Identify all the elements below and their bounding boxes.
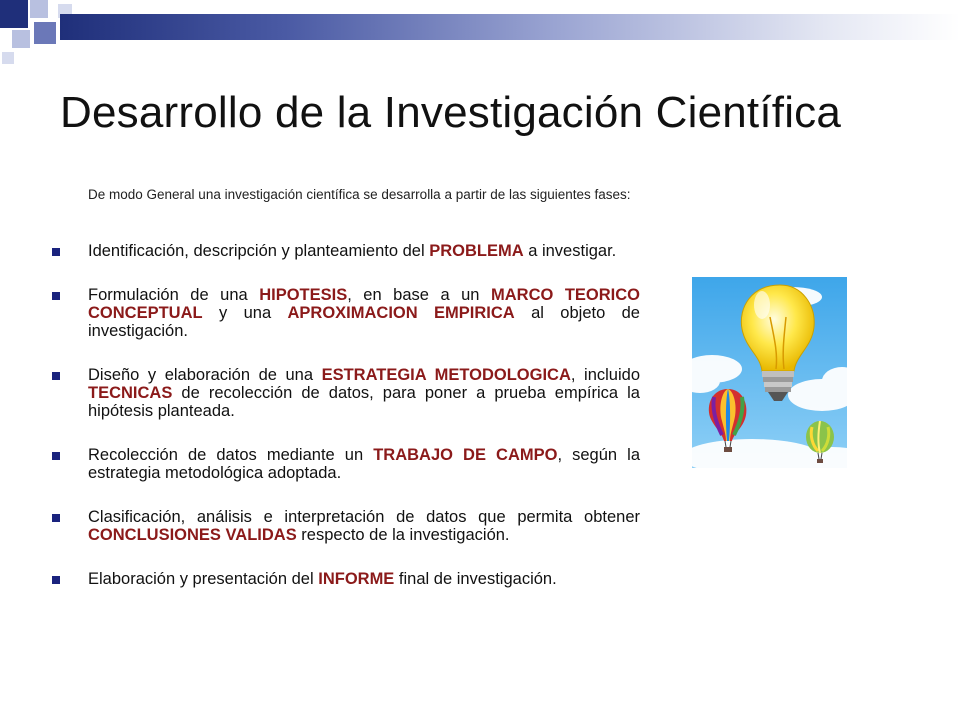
slide-title: Desarrollo de la Investigación Científica — [60, 88, 842, 137]
bullet-square-icon — [52, 292, 60, 300]
decorative-gradient-bar — [60, 14, 960, 40]
list-item-text — [88, 286, 640, 340]
lightbulb-illustration — [692, 277, 847, 468]
list-item — [50, 570, 640, 588]
text-run: de recolección de datos, para poner a prueba empírica la hipótesis planteada. — [88, 384, 640, 420]
text-run: , incluido — [570, 366, 640, 384]
text-run: Elaboración y presentación del — [88, 570, 319, 588]
bullet-square-icon — [52, 372, 60, 380]
keyword-highlight: PROBLEMA — [429, 242, 524, 260]
text-run: Identificación, descripción y planteamiento del — [88, 242, 430, 260]
keyword-highlight: TRABAJO DE CAMPO — [373, 446, 558, 464]
list-item-text — [88, 570, 640, 588]
intro-paragraph: De modo General una investigación científica se desarrolla a partir de las siguientes fases: — [88, 187, 631, 202]
bullet-square-icon — [52, 514, 60, 522]
keyword-highlight: HIPOTESIS — [259, 286, 348, 304]
keyword-highlight: MARCO TEORICO CONCEPTUAL — [88, 286, 640, 322]
text-run: Diseño y elaboración de una — [88, 366, 322, 384]
list-item — [50, 446, 640, 482]
list-item — [50, 286, 640, 340]
text-run: al objeto de investigación. — [88, 304, 640, 340]
text-run: , en base a un — [347, 286, 491, 304]
decorative-square — [2, 52, 14, 64]
text-run: Formulación de una — [88, 286, 260, 304]
text-run: , según la estrategia metodológica adoptada. — [88, 446, 641, 482]
bullet-square-icon — [52, 248, 60, 256]
list-item — [50, 508, 640, 544]
text-run: respecto de la investigación. — [296, 526, 510, 544]
list-item — [50, 366, 640, 420]
list-item-text — [88, 366, 640, 420]
decorative-square — [12, 30, 30, 48]
decorative-square — [0, 0, 28, 28]
decorative-square — [34, 22, 56, 44]
text-run: Recolección de datos mediante un — [88, 446, 374, 464]
text-run: final de investigación. — [394, 570, 557, 588]
keyword-highlight: TECNICAS — [88, 384, 173, 402]
list-item — [50, 242, 640, 260]
keyword-highlight: CONCLUSIONES VALIDAS — [88, 526, 297, 544]
keyword-highlight: ESTRATEGIA METODOLOGICA — [321, 366, 571, 384]
text-run: a investigar. — [523, 242, 617, 260]
bullet-square-icon — [52, 576, 60, 584]
text-run: y una — [202, 304, 288, 322]
phases-list — [50, 242, 640, 588]
keyword-highlight: APROXIMACION EMPIRICA — [287, 304, 515, 322]
list-item-text — [88, 508, 640, 544]
decorative-square — [30, 0, 48, 18]
bullet-square-icon — [52, 452, 60, 460]
list-item-text — [88, 242, 640, 260]
list-item-text — [88, 446, 640, 482]
keyword-highlight: INFORME — [318, 570, 395, 588]
text-run: Clasificación, análisis e interpretación de datos que permita obtener — [88, 508, 640, 526]
